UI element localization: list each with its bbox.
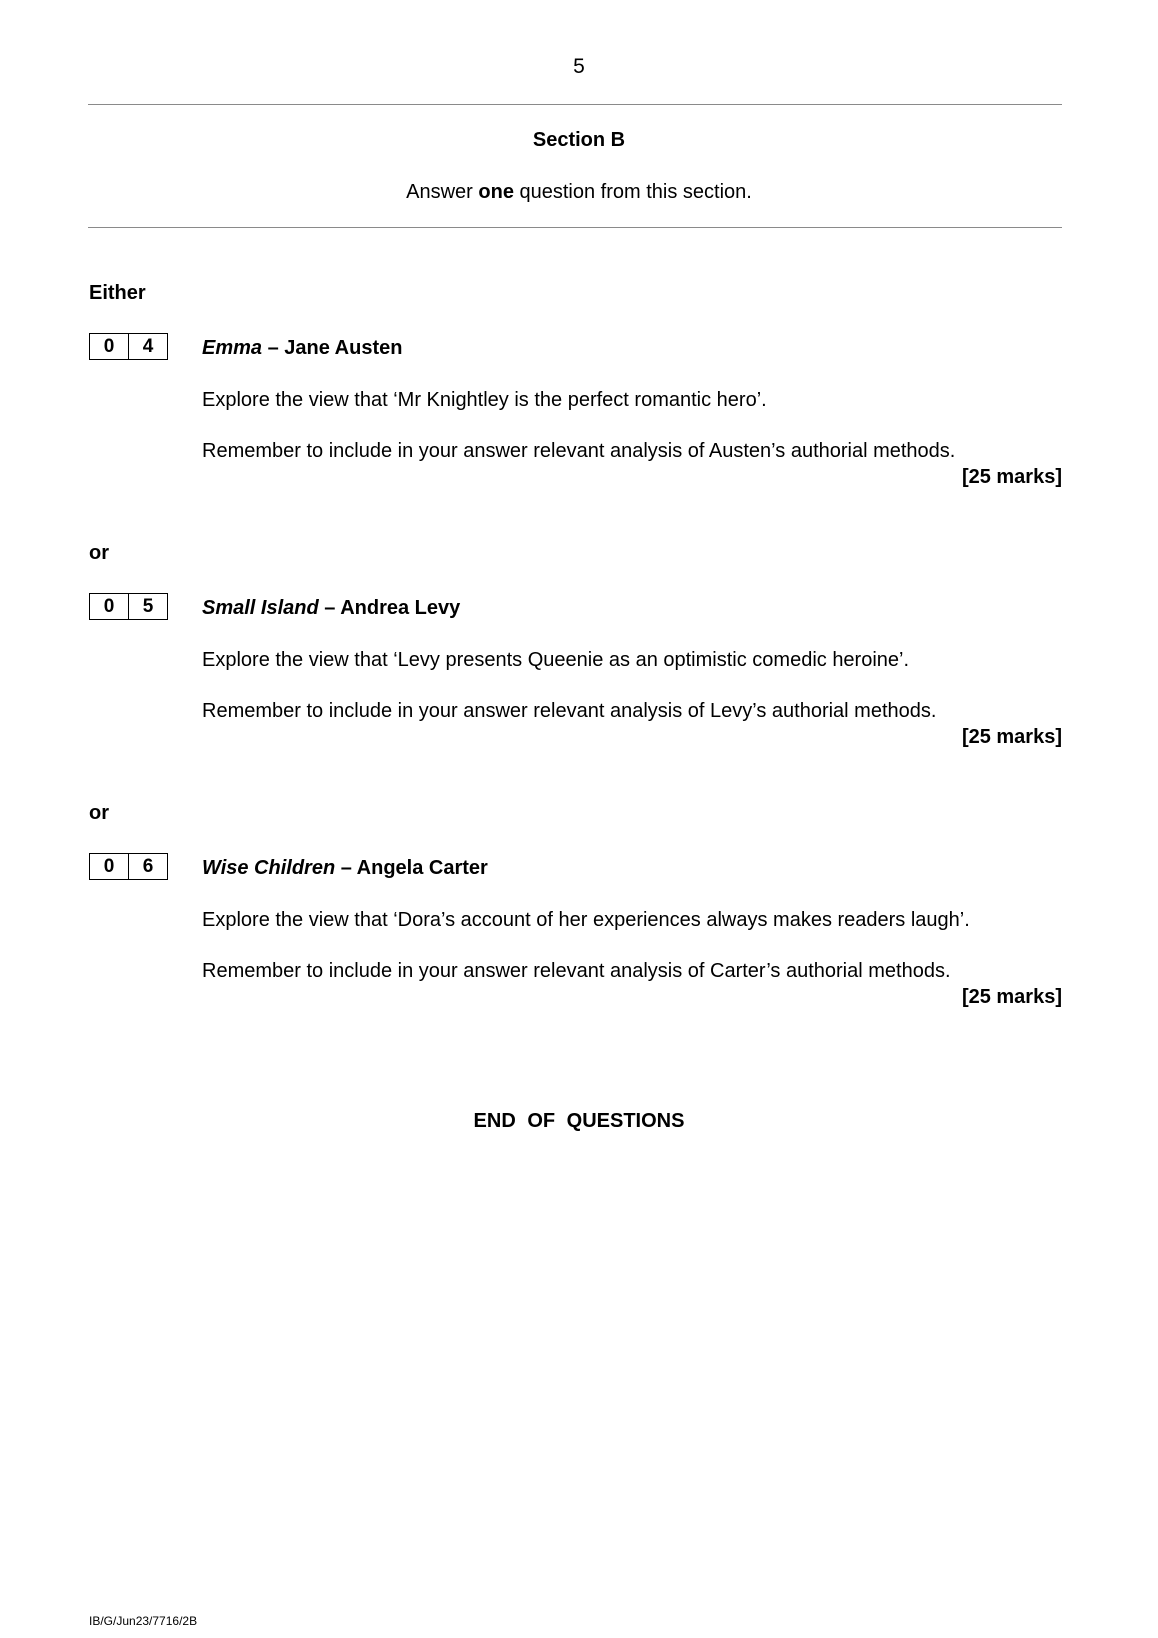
question-number-box xyxy=(89,333,168,360)
question-prompt: Explore the view that ‘Dora’s account of her experiences always makes readers laugh’. xyxy=(202,909,970,931)
question-marks: [25 marks] xyxy=(961,986,1062,1008)
question-reminder: Remember to include in your answer relevant analysis of Carter’s authorial methods. xyxy=(202,960,951,982)
question-marks: [25 marks] xyxy=(961,726,1062,748)
work-title: Emma xyxy=(202,337,263,359)
question-title xyxy=(202,337,402,360)
question-title xyxy=(202,597,460,620)
question-number-box xyxy=(89,853,168,880)
connector-or: or xyxy=(89,542,109,564)
question-number-digit: 0 xyxy=(103,595,115,617)
question-reminder: Remember to include in your answer relevant analysis of Austen’s authorial methods. xyxy=(202,440,956,462)
end-of-questions: END OF QUESTIONS xyxy=(473,1110,685,1132)
question-marks: [25 marks] xyxy=(961,466,1062,488)
question-title xyxy=(202,857,488,880)
question-prompt: Explore the view that ‘Levy presents Queenie as an optimistic comedic heroine’. xyxy=(202,649,910,671)
page-number: 5 xyxy=(573,55,585,78)
section-top-rule xyxy=(88,104,1062,105)
connector-either: Either xyxy=(89,282,146,304)
question-number-digit: 4 xyxy=(128,334,167,359)
work-author: – Andrea Levy xyxy=(318,597,461,619)
question-prompt: Explore the view that ‘Mr Knightley is the perfect romantic hero’. xyxy=(202,389,767,411)
connector-or: or xyxy=(89,802,109,824)
work-author: – Angela Carter xyxy=(335,857,488,879)
question-number-digit: 0 xyxy=(103,335,115,357)
question-number-box xyxy=(89,593,168,620)
work-author: – Jane Austen xyxy=(262,337,403,359)
section-bottom-rule xyxy=(88,227,1062,228)
question-reminder: Remember to include in your answer relevant analysis of Levy’s authorial methods. xyxy=(202,700,937,722)
question-number-digit: 0 xyxy=(103,855,115,877)
question-number-digit: 6 xyxy=(128,854,167,879)
instruction-emphasis: one xyxy=(478,181,514,203)
work-title: Wise Children xyxy=(202,857,336,879)
section-title: Section B xyxy=(532,129,626,151)
work-title: Small Island xyxy=(202,597,319,619)
footer-paper-code: IB/G/Jun23/7716/2B xyxy=(89,1614,198,1628)
section-instruction: Answer one question from this section. xyxy=(406,181,752,203)
question-number-digit: 5 xyxy=(128,594,167,619)
